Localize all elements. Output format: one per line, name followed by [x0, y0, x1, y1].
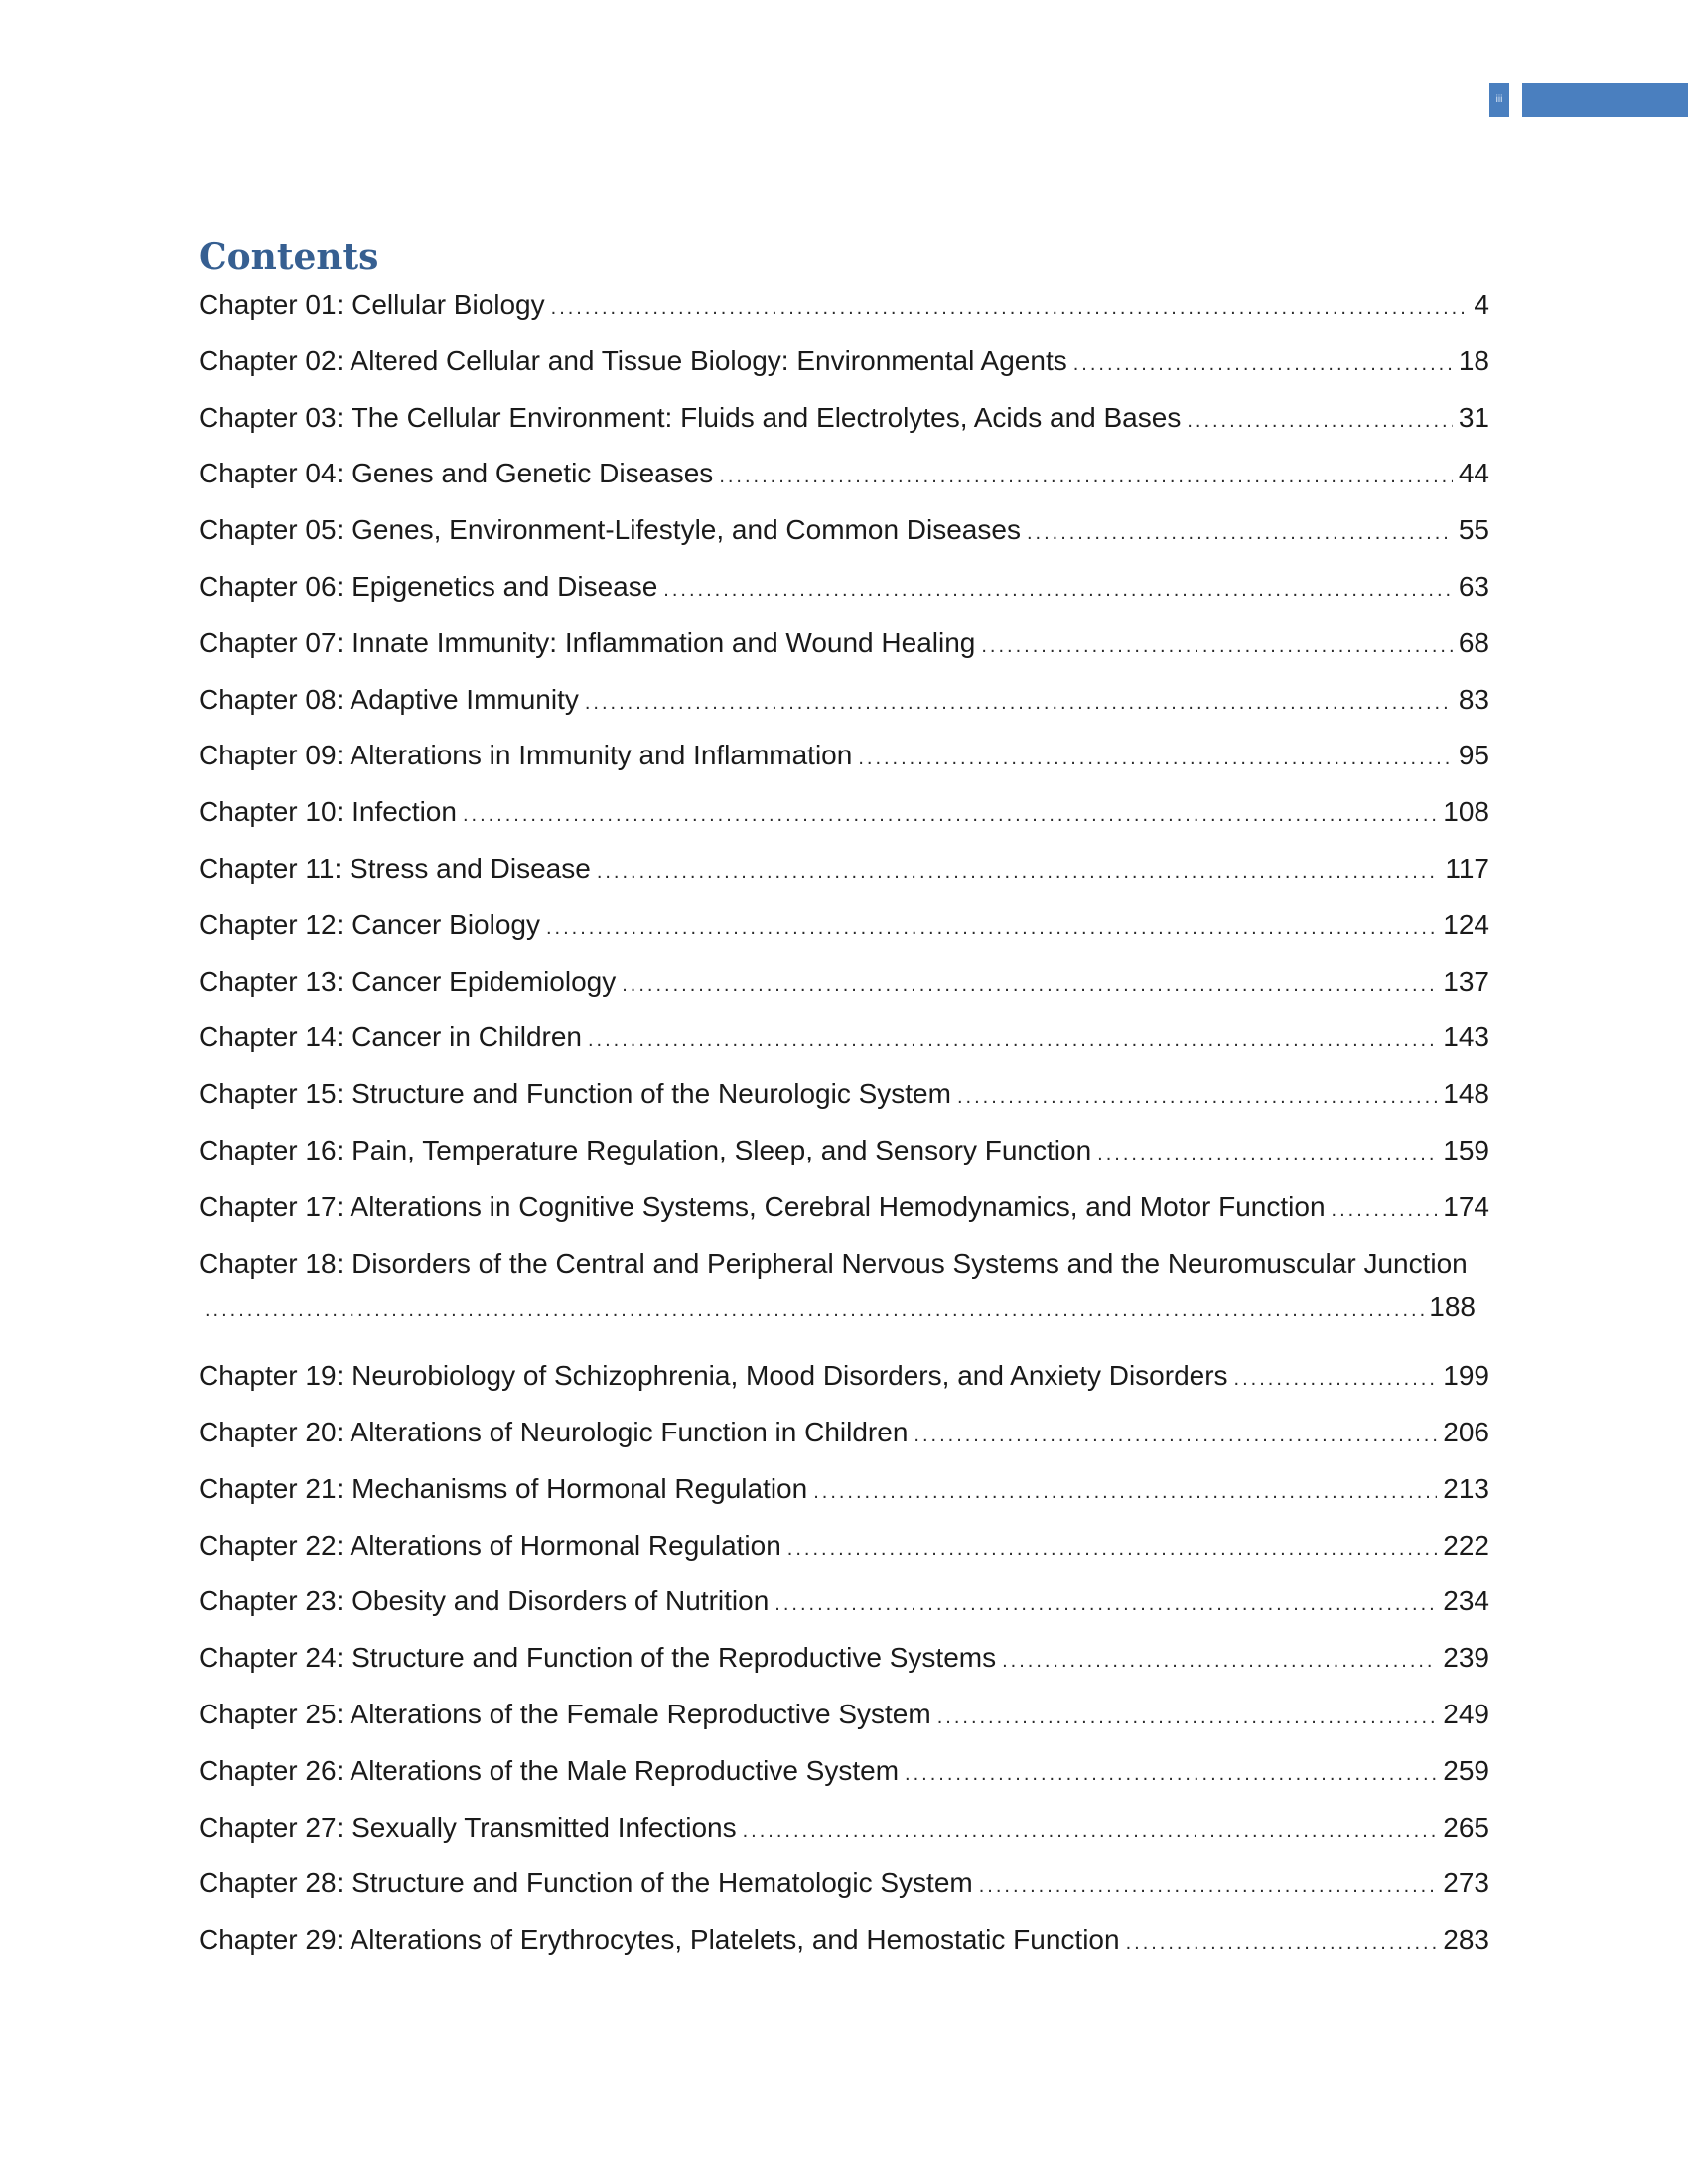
toc-entry-label: Chapter 16: Pain, Temperature Regulation, Sleep, and Sensory Function	[199, 1134, 1092, 1165]
toc-entry[interactable]	[199, 1811, 1489, 1867]
toc-entry-page: 148	[1443, 1078, 1489, 1110]
toc-entry-label: Chapter 12: Cancer Biology	[199, 908, 540, 940]
toc-entry-page: 249	[1443, 1698, 1489, 1729]
toc-entry-page: 4	[1474, 289, 1489, 320]
toc-entry-label: Chapter 07: Innate Immunity: Inflammation and Wound Healing	[199, 626, 976, 658]
page-number: iii	[1489, 83, 1509, 117]
toc-entry-label: Chapter 20: Alterations of Neurologic Function in Children	[199, 1416, 909, 1447]
toc-entry-page: 259	[1443, 1754, 1489, 1786]
toc-entry-page: 83	[1458, 683, 1489, 715]
dot-leader	[546, 911, 1437, 945]
toc-entry[interactable]	[199, 739, 1489, 795]
toc-entry[interactable]	[199, 1641, 1489, 1698]
dot-leader	[981, 629, 1452, 663]
toc-entry-label: Chapter 06: Epigenetics and Disease	[199, 570, 658, 602]
toc-entry-label: Chapter 26: Alterations of the Male Reproductive System	[199, 1754, 900, 1786]
dot-leader	[774, 1587, 1437, 1621]
toc-entry[interactable]	[199, 908, 1489, 965]
dot-leader	[937, 1701, 1438, 1734]
dot-leader	[585, 686, 1453, 720]
toc-entry-page: 188	[1429, 1291, 1476, 1322]
toc-entry-label: Chapter 22: Alterations of Hormonal Regulation	[199, 1529, 781, 1561]
toc-entry-page: 95	[1458, 740, 1489, 771]
toc-entry[interactable]	[199, 401, 1489, 458]
dot-leader	[719, 460, 1453, 493]
toc-entry[interactable]	[199, 795, 1489, 852]
dot-leader	[957, 1080, 1437, 1114]
toc-entry[interactable]	[199, 1359, 1489, 1416]
toc-entry-page: 234	[1443, 1585, 1489, 1617]
toc-entry-label: Chapter 02: Altered Cellular and Tissue Biology: Environmental Agents	[199, 344, 1067, 376]
toc-entry[interactable]	[199, 513, 1489, 570]
page-header	[0, 83, 1688, 117]
toc-entry-label: Chapter 18: Disorders of the Central and Peripheral Nervous Systems and the Neuromuscular Junction	[199, 1247, 1468, 1279]
toc-entry-page: 55	[1458, 514, 1489, 546]
dot-leader	[1097, 1137, 1437, 1170]
dot-leader	[1126, 1926, 1438, 1960]
toc-entry-label: Chapter 05: Genes, Environment-Lifestyle, and Common Diseases	[199, 514, 1021, 546]
toc-entry[interactable]	[199, 1472, 1489, 1529]
toc-entry-page: 273	[1443, 1867, 1489, 1899]
toc-entry[interactable]	[199, 1416, 1489, 1472]
dot-leader	[205, 1294, 1427, 1327]
toc-entry-label: Chapter 21: Mechanisms of Hormonal Regulation	[199, 1472, 808, 1504]
toc-entry-page: 174	[1443, 1190, 1489, 1222]
toc-entry-label: Chapter 27: Sexually Transmitted Infections	[199, 1811, 737, 1843]
toc-entry-label: Chapter 19: Neurobiology of Schizophrenia, Mood Disorders, and Anxiety Disorders	[199, 1360, 1228, 1392]
toc-entry-page: 265	[1443, 1811, 1489, 1843]
toc-entry[interactable]	[199, 344, 1489, 401]
toc-entry-label: Chapter 25: Alterations of the Female Reproductive System	[199, 1698, 931, 1729]
dot-leader	[858, 742, 1453, 775]
toc-entry-page: 222	[1443, 1529, 1489, 1561]
toc-entry[interactable]	[199, 1247, 1489, 1360]
toc-entry-label: Chapter 28: Structure and Function of the Hematologic System	[199, 1867, 973, 1899]
dot-leader	[813, 1475, 1437, 1509]
dot-leader	[622, 968, 1437, 1002]
toc-entry-label: Chapter 04: Genes and Genetic Diseases	[199, 458, 714, 489]
toc-entry-page: 18	[1458, 344, 1489, 376]
toc-entry[interactable]	[199, 288, 1489, 344]
header-accent-bar	[1522, 83, 1688, 117]
dot-leader	[597, 855, 1440, 888]
toc-entry-label: Chapter 29: Alterations of Erythrocytes, Platelets, and Hemostatic Function	[199, 1924, 1120, 1956]
toc-entry-page: 44	[1458, 458, 1489, 489]
toc-entry-label: Chapter 09: Alterations in Immunity and Inflammation	[199, 740, 853, 771]
toc-entry-page: 199	[1443, 1360, 1489, 1392]
toc-entry[interactable]	[199, 852, 1489, 908]
toc-entry-label: Chapter 03: The Cellular Environment: Fluids and Electrolytes, Acids and Bases	[199, 401, 1182, 433]
toc-entry[interactable]	[199, 1529, 1489, 1585]
dot-leader	[1187, 404, 1453, 438]
toc-entry-label: Chapter 13: Cancer Epidemiology	[199, 965, 617, 997]
toc-entry-page: 159	[1443, 1134, 1489, 1165]
toc-entry-page: 239	[1443, 1642, 1489, 1674]
toc-entry-label: Chapter 10: Infection	[199, 796, 457, 828]
toc-entry[interactable]	[199, 1134, 1489, 1190]
toc-entry-page: 206	[1443, 1416, 1489, 1447]
toc-entry[interactable]	[199, 457, 1489, 513]
dot-leader	[1002, 1644, 1437, 1678]
toc-entry-page: 63	[1458, 570, 1489, 602]
toc-entry-page: 117	[1445, 852, 1489, 884]
dot-leader	[588, 1024, 1437, 1057]
toc-entry[interactable]	[199, 1866, 1489, 1923]
toc-entry[interactable]	[199, 965, 1489, 1022]
toc-entry-page: 108	[1443, 796, 1489, 828]
dot-leader	[463, 798, 1437, 832]
toc-entry[interactable]	[199, 1754, 1489, 1811]
toc-entry[interactable]	[199, 1077, 1489, 1134]
toc-entry-label: Chapter 08: Adaptive Immunity	[199, 683, 579, 715]
toc-entry[interactable]	[199, 1698, 1489, 1754]
toc-entry-label: Chapter 24: Structure and Function of the Reproductive Systems	[199, 1642, 997, 1674]
dot-leader	[1332, 1193, 1438, 1227]
toc-title: Contents	[199, 236, 379, 278]
toc-entry-page: 213	[1443, 1472, 1489, 1504]
toc-entry[interactable]	[199, 1584, 1489, 1641]
toc-entry-label: Chapter 01: Cellular Biology	[199, 289, 545, 320]
toc-entry[interactable]	[199, 683, 1489, 740]
dot-leader	[905, 1757, 1437, 1791]
toc-entry-label: Chapter 23: Obesity and Disorders of Nutrition	[199, 1585, 770, 1617]
toc-entry-label: Chapter 17: Alterations in Cognitive Systems, Cerebral Hemodynamics, and Motor Function	[199, 1190, 1326, 1222]
dot-leader	[914, 1419, 1437, 1452]
toc-entry-label: Chapter 14: Cancer in Children	[199, 1022, 582, 1053]
toc-entry-page: 31	[1458, 401, 1489, 433]
toc-entry-page: 124	[1443, 908, 1489, 940]
toc-entry-page: 143	[1443, 1022, 1489, 1053]
toc-entry[interactable]	[199, 570, 1489, 626]
toc-entry[interactable]	[199, 1923, 1489, 1979]
table-of-contents	[199, 288, 1489, 1979]
toc-entry[interactable]	[199, 1190, 1489, 1247]
dot-leader	[1027, 516, 1453, 550]
dot-leader	[787, 1532, 1437, 1566]
toc-entry-continuation	[199, 1291, 1476, 1327]
dot-leader	[1073, 347, 1453, 381]
toc-entry-page: 137	[1443, 965, 1489, 997]
dot-leader	[1234, 1362, 1438, 1396]
dot-leader	[743, 1814, 1438, 1847]
dot-leader	[663, 573, 1453, 607]
toc-entry-page: 283	[1443, 1924, 1489, 1956]
dot-leader	[979, 1869, 1438, 1903]
toc-entry[interactable]	[199, 1021, 1489, 1077]
toc-entry-label: Chapter 11: Stress and Disease	[199, 852, 591, 884]
toc-entry-page: 68	[1458, 626, 1489, 658]
dot-leader	[551, 291, 1469, 325]
toc-entry[interactable]	[199, 626, 1489, 683]
toc-entry-label: Chapter 15: Structure and Function of the Neurologic System	[199, 1078, 951, 1110]
